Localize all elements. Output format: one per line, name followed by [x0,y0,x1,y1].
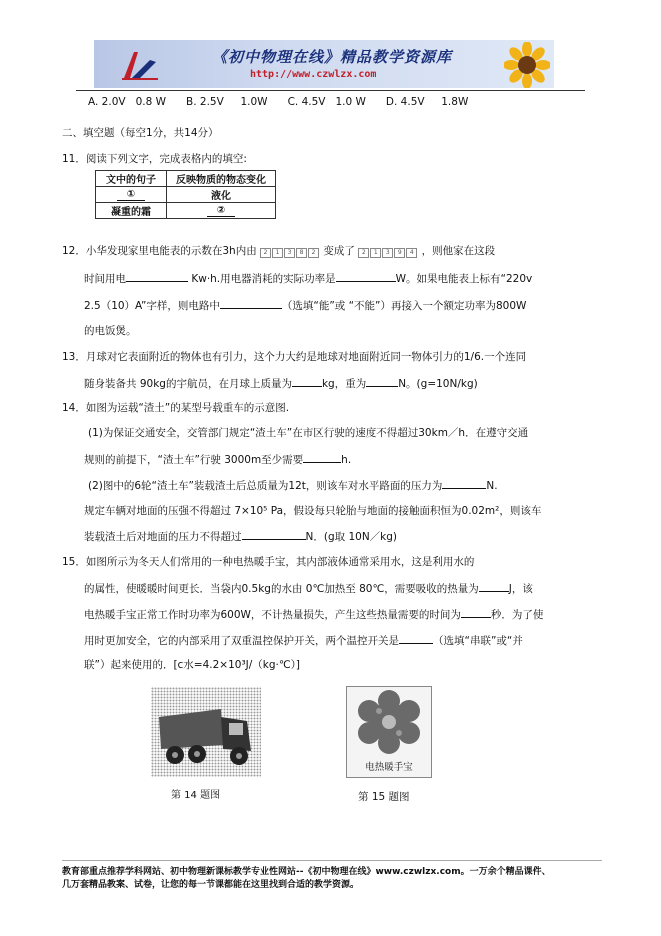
hand-warmer-figure [346,686,432,778]
answer-blank[interactable] [292,375,322,387]
footer-rule [62,860,602,861]
answer-blank[interactable] [461,606,491,618]
fig15-caption: 第 15 题图 [358,791,410,803]
section-heading: 二、填空题（每空1分，共14分） [62,127,219,139]
answer-blank[interactable] [303,451,341,463]
q14-line6: 装载渣土后对地面的压力不得超过 N．(g取 10N／kg) [84,528,397,544]
q11-table [95,170,276,219]
footer-line2: 几万套精品教案、试卷，让您的每一节课都能在这里找到合适的教学资源。 [62,880,360,890]
answer-blank[interactable] [220,297,282,309]
q15-line5: 联”）起来使用的．[c水=4.2×10³J/（kg·℃）] [84,659,301,671]
answer-blank[interactable] [366,375,398,387]
answer-blank[interactable] [399,632,433,644]
q15-line4: 用时更加安全，它的内部采用了双重温控保护开关，两个温控开关是 （选填“串联”或“并 [84,632,523,648]
banner-url[interactable]: http://www.czwlzx.com [250,69,377,80]
footer-line1: 教育部重点推荐学科网站、初中物理新课标教学专业性网站--《初中物理在线》www.czwlzx.com。一万余个精品课件、 [62,867,551,877]
meter-reading-after: 2 1 3 9 4 [358,245,418,258]
header-banner [94,40,554,88]
table-cell: 液化 [167,187,276,203]
q13-line2: 随身装备共 90kg的宇航员，在月球上质量为 kg，重为 N。(g=10N/kg) [84,375,478,391]
q14-line3: 规则的前提下，“渣土车”行驶 3000m至少需要 h. [84,451,351,467]
table-cell-blank[interactable]: ② [167,203,276,219]
fig14-caption: 第 14 题图 [171,790,221,801]
answer-blank[interactable] [126,270,188,282]
q15-line1: 15．如图所示为冬天人们常用的一种电热暖手宝，其内部液体通常采用水，这是利用水的 [62,556,475,568]
q12-line1: 12．小华发现家里电能表的示数在3h内由 2 1 3 8 2 变成了 2 1 3 9 4 ，则他家在这段 [62,245,496,257]
meter-reading-before: 2 1 3 8 2 [260,245,320,258]
answer-blank[interactable] [442,477,486,489]
q15-line2: 的属性，使暖暖时间更长．当袋内0.5kg的水由 0℃加热至 80℃，需要吸收的热量为 J，该 [84,580,533,596]
dump-truck-figure [151,687,261,777]
hand-warmer-label: 电热暖手宝 [365,762,413,773]
q14-line5: 规定车辆对地面的压强不得超过 7×10⁵ Pa，假设每只轮胎与地面的接触面积恒为0.02m²，则该车 [84,505,542,517]
q12-line3: 2.5（10）A”字样，则电路中 （选填“能”或 “不能”）再接入一个额定功率为800W [84,297,526,313]
q14-line4: (2)图中的6轮“渣土车”装载渣土后总质量为12t，则该车对水平路面的压力为 N. [88,477,498,493]
q11-text: 11．阅读下列文字，完成表格内的填空: [62,153,247,165]
q12-line4: 的电饭煲。 [84,325,137,337]
q14-line2: (1)为保证交通安全，交管部门规定“渣土车”在市区行驶的速度不得超过30km／h．在遵守交通 [88,427,529,439]
q12-line2: 时间用电 Kw·h.用电器消耗的实际功率是 W。如果电能表上标有“220v [84,270,532,286]
site-logo-icon [120,48,160,82]
table-cell: 凝重的霜 [96,203,167,219]
answer-blank[interactable] [336,270,396,282]
header-rule [76,90,585,91]
answer-blank[interactable] [479,580,509,592]
answer-blank[interactable] [242,528,306,540]
hand-warmer-icon [347,687,431,759]
q14-line1: 14．如图为运载“渣土”的某型号载重车的示意图. [62,402,290,414]
table-header: 文中的句子 [96,171,167,187]
q13-line1: 13．月球对它表面附近的物体也有引力，这个力大约是地球对地面附近同一物体引力的1/6.一个连同 [62,351,527,363]
table-cell-blank[interactable]: ① [96,187,167,203]
q15-line3: 电热暖手宝正常工作时功率为600W，不计热量损失，产生这些热量需要的时间为 秒．为了使 [84,606,543,622]
q10-options: A. 2.0V 0.8 W B. 2.5V 1.0W C. 4.5V 1.0 W D. 4.5V 1.8W [88,96,469,108]
table-header: 反映物质的物态变化 [167,171,276,187]
sunflower-icon [504,42,550,88]
banner-title: 《初中物理在线》精品教学资源库 [212,48,453,66]
